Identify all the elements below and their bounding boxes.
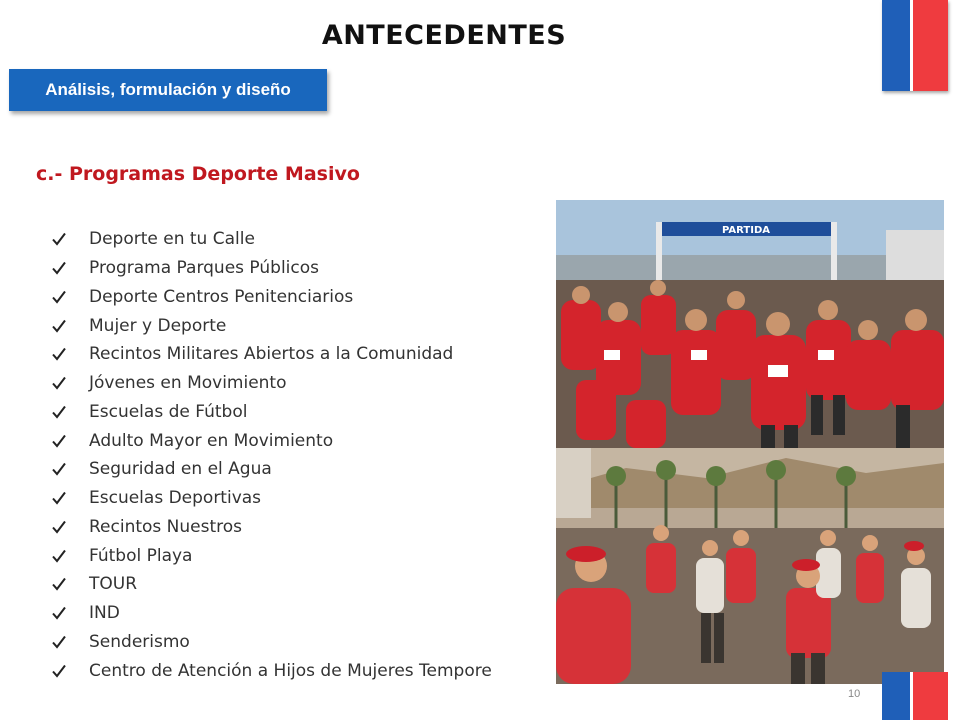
- list-item: [52, 426, 492, 455]
- program-label: Senderismo: [89, 631, 190, 652]
- section-subtitle: c.- Programas Deporte Masivo: [36, 163, 360, 185]
- slide-title: ANTECEDENTES: [321, 20, 567, 51]
- aerobics-photo: [556, 448, 944, 684]
- list-item: [52, 311, 492, 340]
- check-icon: [52, 434, 66, 448]
- program-label: Deporte en tu Calle: [89, 229, 255, 250]
- program-label: Escuelas Deportivas: [89, 488, 262, 509]
- section-tag-label: Análisis, formulación y diseño: [45, 80, 291, 99]
- check-icon: [52, 462, 66, 476]
- program-label: Jóvenes en Movimiento: [89, 373, 287, 394]
- chile-flag-bottom: [882, 672, 948, 720]
- program-label: Programa Parques Públicos: [89, 258, 319, 279]
- page-number: 10: [848, 688, 861, 700]
- list-item: [52, 628, 492, 657]
- program-label: Recintos Nuestros: [89, 516, 243, 537]
- program-label: Mujer y Deporte: [89, 315, 227, 336]
- check-icon: [52, 232, 66, 246]
- check-icon: [52, 405, 66, 419]
- program-list: [52, 225, 492, 685]
- check-icon: [52, 635, 66, 649]
- check-icon: [52, 376, 66, 390]
- check-icon: [52, 319, 66, 333]
- list-item: [52, 513, 492, 542]
- list-item: [52, 398, 492, 427]
- section-tag: [9, 69, 327, 111]
- check-icon: [52, 577, 66, 591]
- check-icon: [52, 347, 66, 361]
- list-item: [52, 254, 492, 283]
- list-item: [52, 225, 492, 254]
- check-icon: [52, 290, 66, 304]
- program-label: IND: [89, 603, 120, 624]
- list-item: [52, 340, 492, 369]
- list-item: [52, 656, 492, 685]
- check-icon: [52, 520, 66, 534]
- list-item: [52, 541, 492, 570]
- check-icon: [52, 606, 66, 620]
- program-label: Fútbol Playa: [89, 545, 193, 566]
- check-icon: [52, 664, 66, 678]
- program-label: Escuelas de Fútbol: [89, 401, 248, 422]
- program-label: Seguridad en el Agua: [89, 459, 272, 480]
- program-label: Deporte Centros Penitenciarios: [89, 286, 354, 307]
- list-item: [52, 369, 492, 398]
- list-item: [52, 455, 492, 484]
- program-label: Adulto Mayor en Movimiento: [89, 430, 334, 451]
- list-item: [52, 484, 492, 513]
- check-icon: [52, 491, 66, 505]
- program-label: Centro de Atención a Hijos de Mujeres Tempore: [89, 660, 492, 681]
- list-item: [52, 283, 492, 312]
- start-banner-text: PARTIDA: [722, 225, 770, 236]
- runners-photo: [556, 200, 944, 448]
- check-icon: [52, 261, 66, 275]
- list-item: [52, 599, 492, 628]
- program-label: TOUR: [89, 574, 138, 595]
- check-icon: [52, 549, 66, 563]
- program-label: Recintos Militares Abiertos a la Comunidad: [89, 344, 454, 365]
- chile-flag-top: [882, 0, 948, 91]
- list-item: [52, 570, 492, 599]
